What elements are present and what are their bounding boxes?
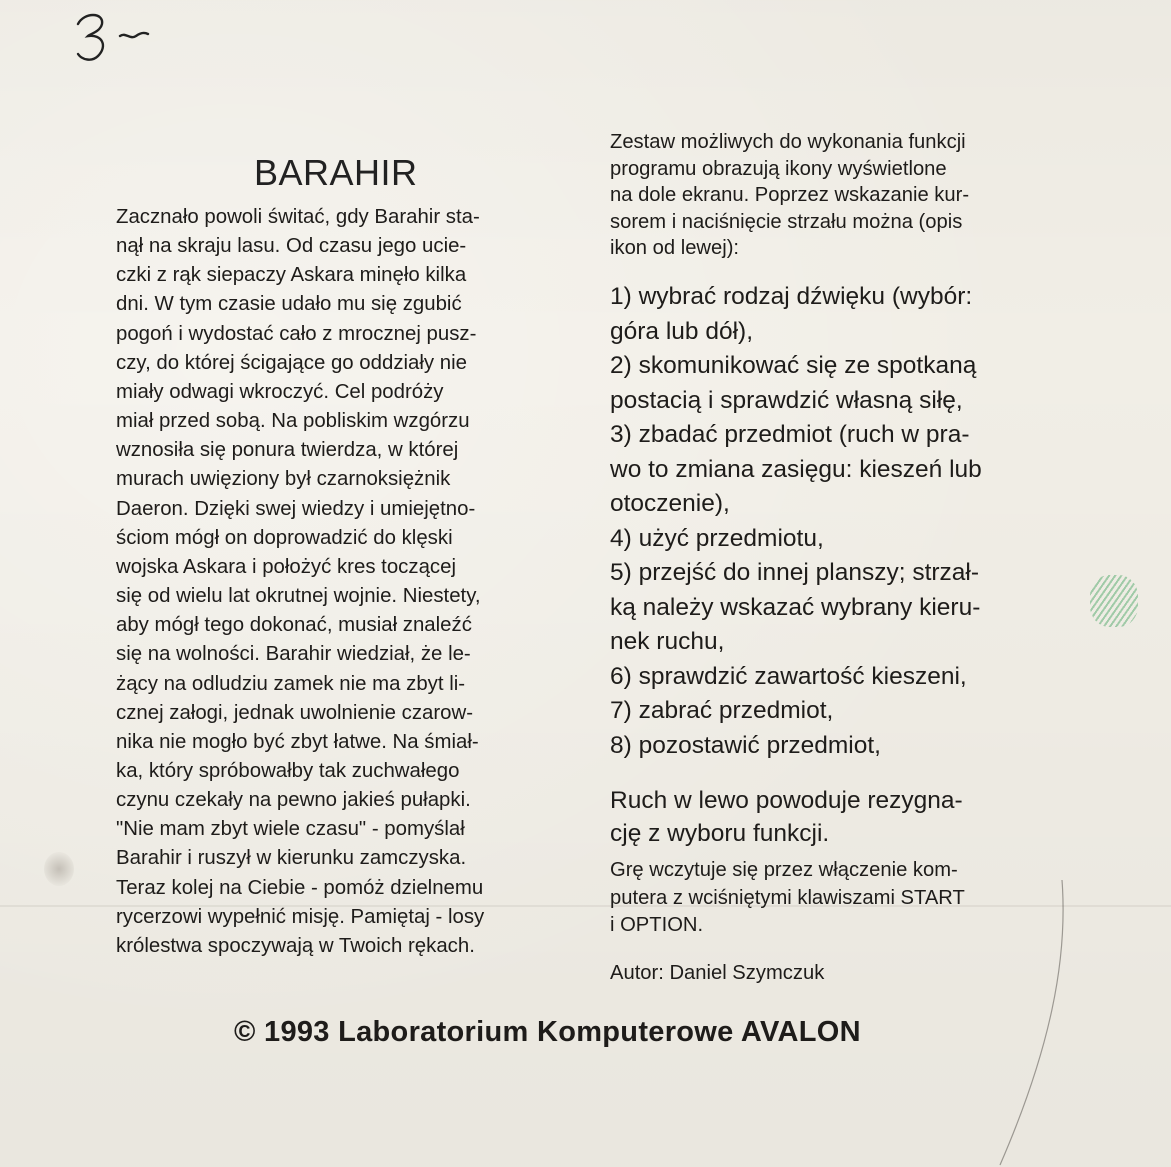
- story-line: miały odwagi wkroczyć. Cel podróży: [116, 380, 444, 403]
- handwritten-note-graphic: [70, 6, 180, 66]
- green-ink-mark: [1090, 575, 1138, 627]
- story-line: czynu czekały na pewno jakieś pułapki.: [116, 789, 471, 812]
- function-list-line: 5) przejść do innej planszy; strzał-: [610, 559, 980, 586]
- function-list-line: 6) sprawdzić zawartość kieszeni,: [610, 662, 967, 690]
- intro-line: na dole ekranu. Poprzez wskazanie kur-: [610, 184, 970, 206]
- author-credit: Autor: Daniel Szymczuk: [610, 962, 825, 984]
- loading-line: i OPTION.: [610, 914, 704, 936]
- loading-line: putera z wciśniętymi klawiszami START: [610, 886, 965, 909]
- function-list-line: wo to zmiana zasięgu: kieszeń lub: [610, 455, 982, 483]
- function-list-line: ką należy wskazać wybrany kieru-: [610, 593, 981, 621]
- story-line: "Nie mam zbyt wiele czasu" - pomyślał: [116, 818, 465, 841]
- story-line: Teraz kolej na Ciebie - pomóż dzielnemu: [116, 876, 484, 899]
- function-list-line: 3) zbadać przedmiot (ruch w pra-: [610, 421, 970, 448]
- function-list-line: 1) wybrać rodzaj dźwięku (wybór:: [610, 283, 973, 310]
- function-list-line: 7) zabrać przedmiot,: [610, 697, 834, 724]
- loading-line: Grę wczytuje się przez włączenie kom-: [610, 859, 958, 881]
- resign-line: Ruch w lewo powoduje rezygna-: [610, 787, 963, 814]
- copyright-line: © 1993 Laboratorium Komputerowe AVALON: [234, 1016, 861, 1048]
- controls-intro: [610, 129, 1066, 262]
- story-line: się od wielu lat okrutnej wojnie. Niestety,: [116, 585, 481, 608]
- story-line: ka, który spróbowałby tak zuchwałego: [116, 759, 460, 782]
- story-line: pogoń i wydostać cało z mrocznej pusz-: [116, 322, 477, 345]
- story-line: ściom mógł on doprowadzić do klęski: [116, 526, 453, 549]
- resign-note: [610, 784, 1066, 850]
- function-list-line: 8) pozostawić przedmiot,: [610, 731, 881, 759]
- story-line: dni. W tym czasie udało mu się zgubić: [116, 293, 462, 316]
- story-line: czy, do której ścigające go oddziały nie: [116, 351, 467, 374]
- story-line: cznej załogi, jednak uwolnienie czarow-: [116, 701, 474, 724]
- story-line: nika nie mogło być zbyt łatwe. Na śmiał-: [116, 730, 479, 753]
- function-list-line: otoczenie),: [610, 490, 730, 517]
- story-line: Barahir i ruszył w kierunku zamczyska.: [116, 847, 467, 870]
- intro-line: programu obrazują ikony wyświetlone: [610, 157, 947, 180]
- story-line: nął na skraju lasu. Od czasu jego ucie-: [116, 235, 467, 258]
- story-line: żący na odludziu zamek nie ma zbyt li-: [116, 672, 466, 695]
- function-list-line: góra lub dół),: [610, 317, 754, 345]
- story-line: aby mógł tego dokonać, musiał znaleźć: [116, 614, 472, 637]
- function-list-line: 4) użyć przedmiotu,: [610, 524, 824, 552]
- story-text: [116, 203, 574, 961]
- resign-line: cję z wyboru funkcji.: [610, 820, 830, 847]
- loading-instructions: [610, 857, 1066, 940]
- story-line: rycerzowi wypełnić misję. Pamiętaj - losy: [116, 905, 485, 928]
- intro-line: ikon od lewej):: [610, 237, 740, 259]
- story-line: czki z rąk siepaczy Askara minęło kilka: [116, 264, 467, 287]
- story-line: się na wolności. Barahir wiedział, że le-: [116, 643, 471, 666]
- story-line: Zacznało powoli świtać, gdy Barahir sta-: [116, 206, 480, 228]
- function-list: [610, 280, 1066, 763]
- intro-line: sorem i naciśnięcie strzału można (opis: [610, 210, 963, 233]
- function-list-line: 2) skomunikować się ze spotkaną: [610, 352, 977, 379]
- story-line: miał przed sobą. Na pobliskim wzgórzu: [116, 410, 470, 433]
- page-title: BARAHIR: [254, 152, 418, 193]
- paper-stain: [44, 852, 74, 886]
- story-line: wojska Askara i położyć kres toczącej: [116, 555, 456, 578]
- intro-line: Zestaw możliwych do wykonania funkcji: [610, 131, 966, 153]
- function-list-line: postacią i sprawdzić własną siłę,: [610, 386, 963, 414]
- story-line: Daeron. Dzięki swej wiedzy i umiejętno-: [116, 497, 476, 520]
- story-line: murach uwięziony był czarnoksiężnik: [116, 468, 451, 491]
- function-list-line: nek ruchu,: [610, 628, 725, 655]
- story-line: wznosiła się ponura twierdza, w której: [116, 439, 459, 462]
- story-line: królestwa spoczywają w Twoich rękach.: [116, 934, 475, 957]
